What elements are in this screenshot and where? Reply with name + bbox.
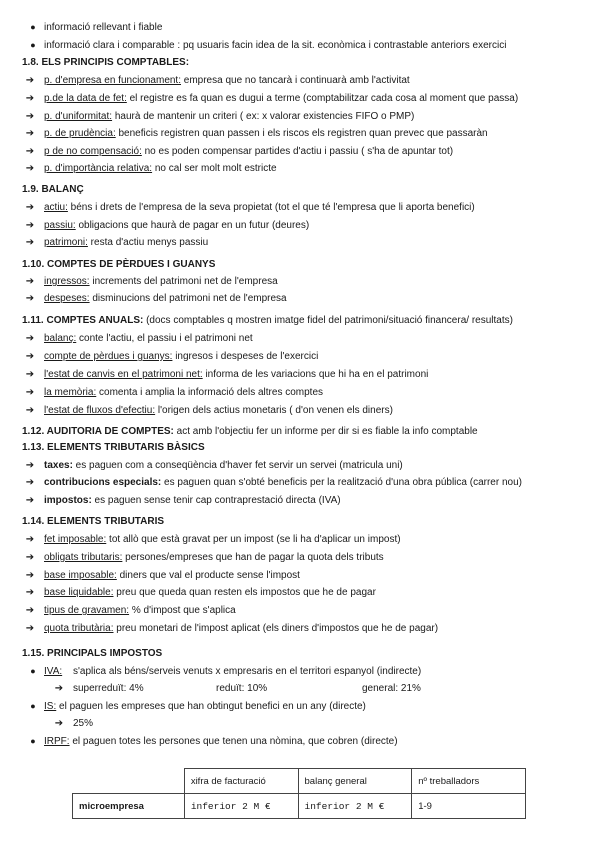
list-item — [0, 109, 600, 124]
term: fet imposable: — [44, 534, 107, 545]
term: p.de la data de fet: — [44, 93, 127, 104]
term-description: persones/empreses que han de pagar la quota dels tributs — [122, 552, 384, 563]
bullet-icon: ● — [30, 736, 36, 746]
list-item — [0, 218, 600, 233]
term-description: ingresos i despeses de l'exercici — [172, 351, 319, 362]
list-item — [0, 331, 600, 346]
list-item: ● informació rellevant i fiable — [0, 20, 600, 35]
term: IVA: — [44, 666, 63, 677]
bullet-icon: ● — [30, 22, 36, 32]
term: quota tributària: — [44, 623, 114, 634]
term: despeses: — [44, 293, 90, 304]
is-rate: ➔ 25% — [54, 718, 94, 729]
list-item-is — [0, 699, 600, 714]
section-heading: 1.15. PRINCIPALS IMPOSTOS — [22, 648, 163, 659]
term: p. d'importància relativa: — [44, 163, 153, 174]
term-description: disminucions del patrimoni net de l'empresa — [89, 293, 287, 304]
arrow-icon: ➔ — [25, 146, 35, 157]
term-description: diners que val el producte sense l'impost — [116, 570, 300, 581]
term-description: el paguen totes les persones que tenen una nòmina, que cobren (directe) — [69, 736, 398, 747]
table-cell: inferior 2 M € — [298, 794, 412, 819]
term: base liquidable: — [44, 587, 114, 598]
list-item — [0, 73, 600, 88]
arrow-icon: ➔ — [25, 623, 35, 634]
list-item — [0, 200, 600, 215]
list-item: ● informació clara i comparable : pq usuaris facin idea de la sit. econòmica i contrastable anteriors exercici — [0, 38, 600, 53]
bullet-icon: ● — [30, 40, 36, 50]
arrow-icon: ➔ — [25, 111, 35, 122]
term-description: el registre es fa quan es dugui a terme (comptabilitzar cada cosa al moment que passa) — [126, 93, 519, 104]
term-description: s'aplica als béns/serveis venuts x empresaris en el territori espanyol (indirecte) — [73, 666, 422, 677]
term: ingressos: — [44, 276, 90, 287]
arrow-icon: ➔ — [25, 495, 35, 506]
term: balanç: — [44, 333, 77, 344]
arrow-icon: ➔ — [25, 202, 35, 213]
list-item — [0, 274, 600, 289]
table-row — [73, 794, 526, 819]
term: actiu: — [44, 202, 68, 213]
list-item — [0, 385, 600, 400]
arrow-icon: ➔ — [25, 552, 35, 563]
term-description: haurà de mantenir un criteri ( ex: x valorar existencies FIFO o PMP) — [112, 111, 415, 122]
arrow-icon: ➔ — [25, 534, 35, 545]
arrow-icon: ➔ — [25, 570, 35, 581]
term-description: no es poden compensar partides d'actiu i passiu ( s'ha de apuntar tot) — [141, 146, 454, 157]
arrow-icon: ➔ — [25, 460, 35, 471]
term-description: es paguen sense tenir cap contraprestació directa (IVA) — [91, 495, 341, 506]
term-description: l'origen dels actius monetaris ( d'on venen els diners) — [155, 405, 393, 416]
term: p. d'uniformitat: — [44, 111, 113, 122]
list-item — [0, 144, 600, 159]
arrow-icon: ➔ — [25, 93, 35, 104]
term-description: tot allò que està gravat per un impost (se li ha d'aplicar un impost) — [106, 534, 401, 545]
term-description: increments del patrimoni net de l'empresa — [89, 276, 278, 287]
arrow-icon: ➔ — [54, 718, 64, 729]
table-header: xifra de facturació — [184, 769, 298, 794]
term: compte de pèrdues i guanys: — [44, 351, 173, 362]
term: passiu: — [44, 220, 76, 231]
arrow-icon: ➔ — [25, 387, 35, 398]
table-header: nº treballadors — [412, 769, 526, 794]
list-item — [0, 403, 600, 418]
term-description: % d'impost que s'aplica — [129, 605, 236, 616]
bullet-icon: ● — [30, 701, 36, 711]
list-item — [0, 291, 600, 306]
term: la memòria: — [44, 387, 97, 398]
list-item — [0, 568, 600, 583]
list-item — [0, 532, 600, 547]
term-description: es paguen com a conseqüència d'haver fet servir un servei (matricula uni) — [72, 460, 403, 471]
arrow-icon: ➔ — [25, 293, 35, 304]
term: obligats tributaris: — [44, 552, 123, 563]
term-description: informa de les variacions que hi ha en el patrimoni — [202, 369, 429, 380]
term-description: el paguen les empreses que han obtingut benefici en un any (directe) — [56, 701, 366, 712]
term: p. d'empresa en funcionament: — [44, 75, 181, 86]
table-cell: 1-9 — [412, 794, 526, 819]
term-description: empresa que no tancarà i continuarà amb l'activitat — [181, 75, 410, 86]
arrow-icon: ➔ — [25, 351, 35, 362]
term: l'estat de canvis en el patrimoni net: — [44, 369, 203, 380]
list-item — [0, 126, 600, 141]
term: tipus de gravamen: — [44, 605, 130, 616]
list-item — [0, 550, 600, 565]
section-heading — [22, 424, 600, 439]
term: impostos: — [44, 495, 92, 506]
arrow-icon: ➔ — [25, 369, 35, 380]
arrow-icon: ➔ — [25, 587, 35, 598]
arrow-icon: ➔ — [54, 683, 64, 694]
section-heading: 1.13. ELEMENTS TRIBUTARIS BÀSICS — [22, 442, 205, 453]
section-heading: 1.10. COMPTES DE PÈRDUES I GUANYS — [22, 259, 216, 270]
section-title: 1.12. AUDITORIA DE COMPTES: — [22, 426, 174, 437]
term-description: preu monetari de l'impost aplicat (els diners d'impostos que he de pagar) — [113, 623, 439, 634]
arrow-icon: ➔ — [25, 333, 35, 344]
term-description: comenta i amplia la informació dels altres comptes — [96, 387, 324, 398]
list-item — [0, 493, 600, 508]
term-description: resta d'actiu menys passiu — [87, 237, 209, 248]
table-header: balanç general — [298, 769, 412, 794]
section-heading: 1.8. ELS PRINCIPIS COMPTABLES: — [22, 57, 190, 68]
arrow-icon: ➔ — [25, 276, 35, 287]
table-cell: inferior 2 M € — [184, 794, 298, 819]
bullet-icon: ● — [30, 666, 36, 676]
term: taxes: — [44, 460, 73, 471]
list-item — [0, 458, 600, 473]
section-heading: 1.14. ELEMENTS TRIBUTARIS — [22, 516, 165, 527]
term: IS: — [44, 701, 57, 712]
term: patrimoni: — [44, 237, 88, 248]
rate-superreduit: superreduït: 4% — [73, 683, 144, 694]
list-item — [0, 585, 600, 600]
term-description: preu que queda quan resten els impostos que he de pagar — [113, 587, 376, 598]
table-row-label: microempresa — [73, 794, 185, 819]
term: base imposable: — [44, 570, 117, 581]
arrow-icon: ➔ — [25, 75, 35, 86]
list-item — [0, 235, 600, 250]
arrow-icon: ➔ — [25, 128, 35, 139]
section-title: 1.11. COMPTES ANUALS: — [22, 315, 144, 326]
list-item — [0, 91, 600, 106]
section-heading: 1.9. BALANÇ — [22, 184, 84, 195]
iva-rates — [0, 681, 600, 696]
arrow-icon: ➔ — [25, 163, 35, 174]
list-item-iva — [0, 664, 600, 679]
arrow-icon: ➔ — [25, 477, 35, 488]
arrow-icon: ➔ — [25, 605, 35, 616]
table-corner-cell — [73, 769, 185, 794]
term: p de no compensació: — [44, 146, 142, 157]
section-description: act amb l'objectiu fer un informe per dir si es fiable la info comptable — [173, 426, 478, 437]
list-item — [0, 367, 600, 382]
term: p. de prudència: — [44, 128, 116, 139]
list-item — [0, 475, 600, 490]
arrow-icon: ➔ — [25, 220, 35, 231]
term-description: conte l'actiu, el passiu i el patrimoni net — [76, 333, 253, 344]
arrow-icon: ➔ — [25, 405, 35, 416]
rate-general: general: 21% — [362, 683, 421, 694]
list-item — [0, 349, 600, 364]
table-header-row — [73, 769, 526, 794]
term-description: beneficis registren quan passen i els riscos els registren quan prevec que passaràn — [115, 128, 488, 139]
list-item-irpf — [0, 734, 600, 749]
section-heading — [22, 313, 600, 328]
section-subtitle: (docs comptables q mostren imatge fidel del patrimoni/situació financera/ resultats) — [143, 315, 513, 326]
list-item — [0, 161, 600, 176]
term-description: obligacions que haurà de pagar en un futur (deures) — [75, 220, 310, 231]
company-size-table — [72, 768, 526, 819]
term-description: no cal ser molt molt estricte — [152, 163, 277, 174]
term-description: béns i drets de l'empresa de la seva propietat (tot el que té l'empresa que li aporta benefici) — [67, 202, 475, 213]
rate-reduit: reduït: 10% — [216, 683, 268, 694]
list-item — [0, 621, 600, 636]
term-description: es paguen quan s'obté beneficis per la realització d'una obra pública (carrer nou) — [161, 477, 522, 488]
list-item — [0, 603, 600, 618]
arrow-icon: ➔ — [25, 237, 35, 248]
term: IRPF: — [44, 736, 70, 747]
term: l'estat de fluxos d'efectiu: — [44, 405, 156, 416]
term: contribucions especials: — [44, 477, 162, 488]
